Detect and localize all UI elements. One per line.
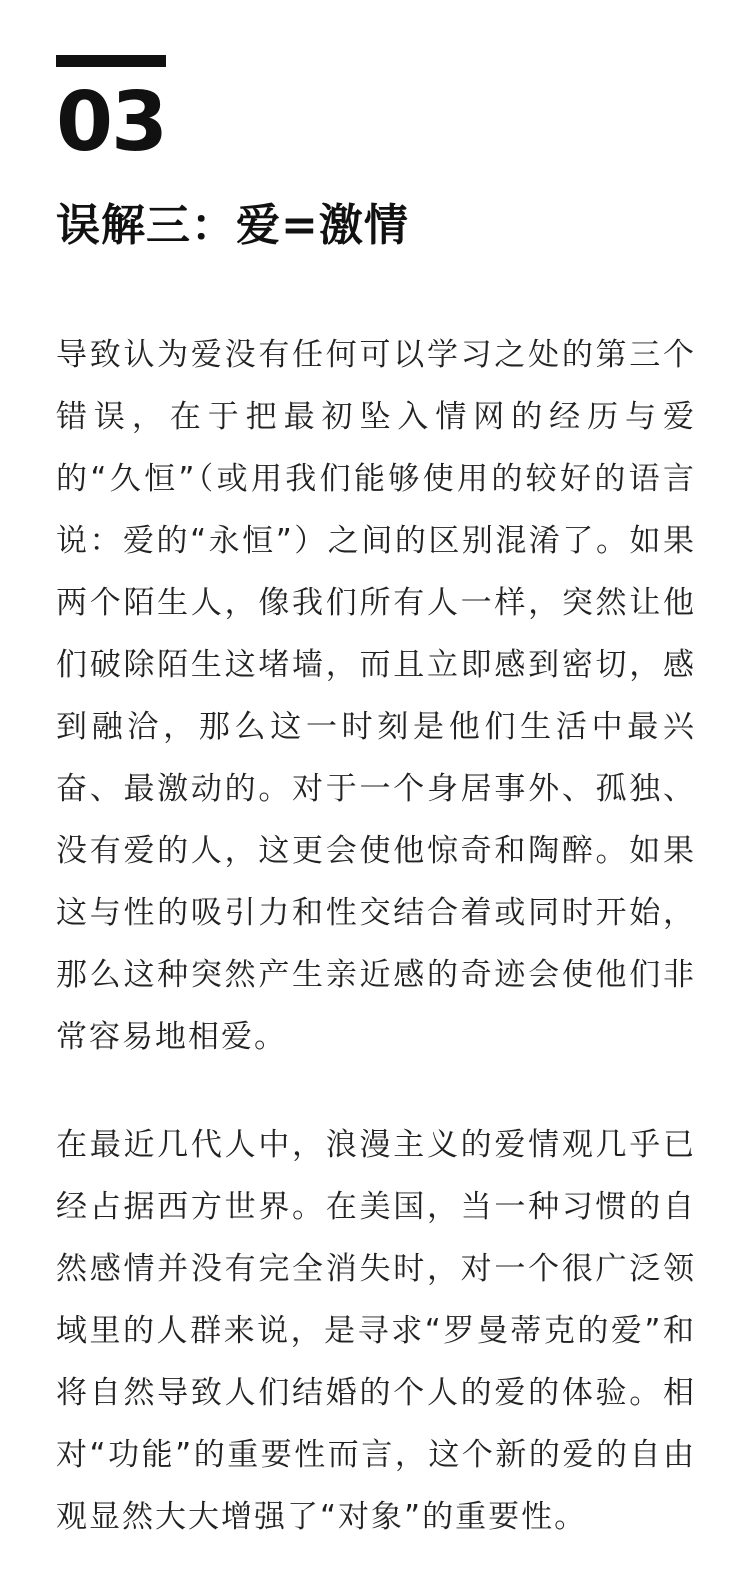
body-paragraph-1: 导致认为爱没有任何可以学习之处的第三个错误，在于把最初坠入情网的经历与爱的“久恒”（或用我们能够使用的较好的语言说：爱的“永恒”）之间的区别混淆了。如果两个陌生人，像我们所有人一样，突然让他们破除陌生这堵墙，而且立即感到密切，感到融洽，那么这一时刻是他们生活中最兴奋、最激动的。对于一个身居事外、孤独、没有爱的人，这更会使他惊奇和陶醉。如果这与性的吸引力和性交结合着或同时开始，那么这种突然产生亲近感的奇迹会使他们非常容易地相爱。 (56, 337, 696, 1055)
section-title: 误解三：爱=激情 (56, 200, 409, 251)
section-divider-bar (56, 55, 166, 67)
body-paragraph-2: 在最近几代人中，浪漫主义的爱情观几乎已经占据西方世界。在美国，当一种习惯的自然感情并没有完全消失时，对一个很广泛领域里的人群来说，是寻求“罗曼蒂克的爱”和将自然导致人们结婚的个人的爱的体验。相对“功能”的重要性而言，这个新的爱的自由观显然大大增强了“对象”的重要性。 (56, 1127, 696, 1535)
section-number: 03 (56, 75, 167, 170)
